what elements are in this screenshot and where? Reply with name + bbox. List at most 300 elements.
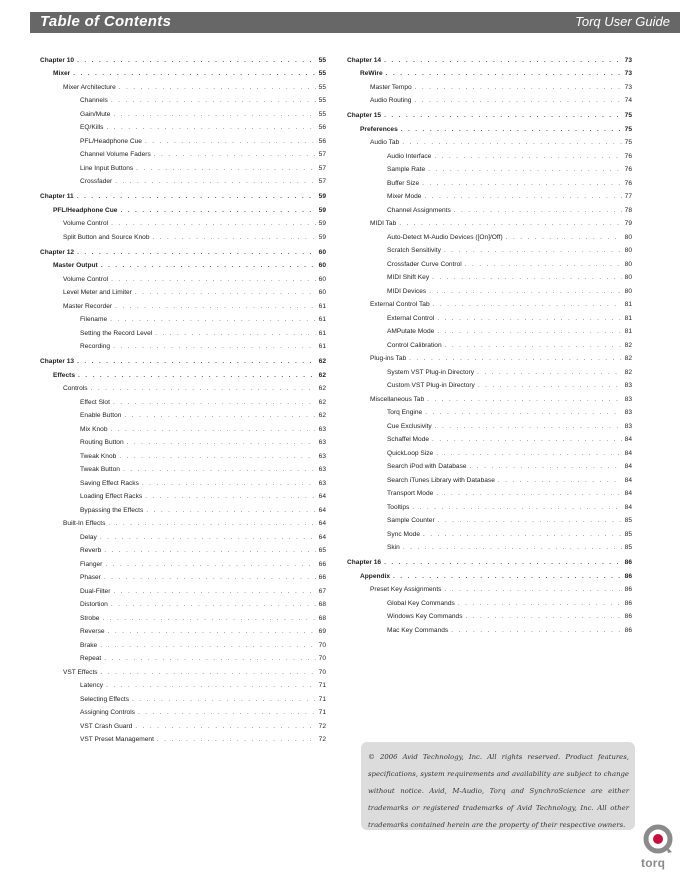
toc-entry[interactable] [347, 460, 632, 474]
toc-left-column [40, 52, 326, 747]
toc-entry-page: 84 [624, 436, 632, 443]
dot-leader [437, 325, 621, 339]
dot-leader [438, 514, 622, 528]
toc-entry-title: Distortion [80, 601, 108, 608]
dot-leader [104, 544, 315, 558]
toc-entry-title: Torq Engine [387, 409, 423, 416]
toc-entry[interactable] [347, 610, 632, 624]
toc-entry-page: 85 [624, 517, 632, 524]
toc-entry-page: 80 [624, 247, 632, 254]
logo-wordmark: torq [641, 856, 666, 870]
toc-entry[interactable] [40, 544, 326, 558]
toc-entry-title: MIDI Tab [370, 220, 397, 227]
dot-leader [401, 123, 622, 137]
toc-entry-title: Master Output [53, 262, 98, 269]
toc-entry-title: MIDI Devices [387, 287, 427, 295]
toc-entry-page: 86 [624, 599, 632, 607]
toc-entry-title: External Control Tab [370, 301, 430, 308]
toc-entry-page: 62 [318, 371, 326, 379]
toc-entry-page: 59 [318, 193, 326, 200]
toc-entry[interactable] [40, 273, 326, 287]
page-header [30, 12, 680, 33]
toc-entry-title: Latency [80, 682, 104, 689]
toc-entry-title: Sync Mode [387, 530, 420, 538]
dot-leader [428, 163, 622, 177]
toc-entry-title: Split Button and Source Knob [63, 233, 150, 241]
toc-entry[interactable] [347, 150, 632, 164]
toc-entry[interactable] [40, 204, 326, 218]
toc-entry[interactable] [347, 406, 632, 420]
toc-entry-title: Scratch Sensitivity [387, 247, 441, 254]
dot-leader [470, 460, 622, 474]
toc-right-column [347, 52, 632, 637]
toc-entry-title: Audio Interface [387, 152, 432, 160]
dot-leader [77, 190, 316, 204]
toc-entry[interactable] [40, 313, 326, 327]
dot-leader [123, 463, 316, 477]
toc-entry-page: 61 [318, 329, 326, 337]
dot-leader [429, 285, 621, 299]
toc-entry[interactable] [40, 625, 326, 639]
toc-entry-page: 63 [318, 439, 326, 446]
dot-leader [135, 286, 316, 300]
toc-entry[interactable] [40, 679, 326, 693]
copyright-note: © 2006 Avid Technology, Inc. All rights reserved. Product features, specifications, system requirements and availability are subject to change without notice. Avid, M-Audio, Torq and SynchroScience are either trademarks or registered trademarks of Avid Technology, Inc. All other trademarks contained herein are the property of their respective owners. [361, 742, 635, 830]
toc-entry[interactable] [347, 177, 632, 191]
dot-leader [445, 339, 622, 353]
toc-entry-title: Master Recorder [63, 302, 113, 310]
toc-entry-page: 71 [318, 682, 326, 689]
dot-leader [106, 679, 316, 693]
toc-entry-page: 75 [624, 125, 632, 133]
toc-entry-title: Level Meter and Limiter [63, 289, 132, 296]
dot-leader [111, 94, 316, 108]
toc-entry[interactable] [40, 450, 326, 464]
toc-entry[interactable] [40, 217, 326, 231]
toc-entry-title: Gain/Mute [80, 110, 111, 118]
toc-entry[interactable] [347, 487, 632, 501]
toc-entry-page: 83 [624, 422, 632, 430]
dot-leader [101, 666, 316, 680]
dot-leader [111, 217, 316, 231]
dot-leader [432, 433, 622, 447]
toc-entry-page: 83 [624, 382, 632, 389]
toc-entry-page: 75 [624, 139, 632, 146]
toc-entry[interactable] [40, 259, 326, 273]
toc-entry-page: 55 [318, 97, 326, 104]
toc-entry[interactable] [347, 433, 632, 447]
dot-leader [154, 148, 316, 162]
dot-leader [444, 244, 622, 258]
toc-entry[interactable] [40, 369, 326, 383]
toc-entry-title: Chapter 16 [347, 559, 382, 566]
toc-chapter-entry[interactable] [40, 355, 326, 369]
toc-entry[interactable] [40, 382, 326, 396]
toc-entry-page: 55 [318, 83, 326, 91]
toc-entry-page: 86 [624, 613, 632, 620]
dot-leader [105, 558, 315, 572]
toc-entry-title: Master Tempo [370, 83, 412, 91]
toc-entry[interactable] [347, 204, 632, 218]
toc-entry-page: 77 [624, 193, 632, 200]
toc-entry-page: 56 [318, 124, 326, 131]
toc-entry-page: 80 [624, 260, 632, 268]
toc-entry-title: External Control [387, 314, 435, 322]
toc-entry[interactable] [40, 733, 326, 747]
dot-leader [73, 67, 315, 81]
toc-entry[interactable] [347, 271, 632, 285]
toc-entry[interactable] [40, 327, 326, 341]
toc-entry-page: 71 [318, 709, 326, 716]
dot-leader [104, 571, 316, 585]
toc-entry[interactable] [347, 244, 632, 258]
dot-leader [436, 487, 621, 501]
dot-leader [478, 379, 622, 393]
toc-entry-page: 76 [624, 179, 632, 187]
toc-entry-page: 73 [624, 83, 632, 91]
toc-entry[interactable] [40, 693, 326, 707]
toc-entry[interactable] [347, 285, 632, 299]
toc-entry[interactable] [40, 162, 326, 176]
toc-entry[interactable] [40, 94, 326, 108]
toc-entry[interactable] [347, 597, 632, 611]
toc-entry[interactable] [40, 490, 326, 504]
toc-entry-title: Audio Routing [370, 97, 412, 104]
toc-entry-title: Mixer Mode [387, 193, 422, 200]
dot-leader [119, 450, 315, 464]
toc-entry[interactable] [347, 258, 632, 272]
toc-entry-title: Tooltips [387, 503, 410, 511]
toc-entry[interactable] [347, 67, 632, 81]
toc-entry-page: 86 [624, 572, 632, 580]
dot-leader [135, 720, 315, 734]
toc-entry[interactable] [347, 325, 632, 339]
toc-entry-title: Saving Effect Racks [80, 479, 139, 487]
toc-entry[interactable] [40, 286, 326, 300]
toc-entry-page: 63 [318, 479, 326, 487]
dot-leader [132, 693, 316, 707]
toc-entry-title: Line Input Buttons [80, 164, 134, 172]
toc-entry[interactable] [40, 598, 326, 612]
toc-entry[interactable] [347, 231, 632, 245]
toc-entry[interactable] [40, 639, 326, 653]
toc-entry[interactable] [40, 585, 326, 599]
dot-leader [444, 583, 621, 597]
toc-entry-page: 82 [624, 341, 632, 349]
toc-entry-page: 55 [318, 110, 326, 118]
toc-entry[interactable] [40, 300, 326, 314]
toc-entry-title: Schaffel Mode [387, 436, 430, 443]
toc-entry[interactable] [347, 136, 632, 150]
toc-entry-page: 72 [318, 736, 326, 743]
toc-entry-page: 59 [318, 206, 326, 214]
toc-chapter-entry[interactable] [40, 54, 326, 68]
dot-leader [498, 474, 622, 488]
dot-leader [113, 108, 315, 122]
toc-chapter-entry[interactable] [40, 246, 326, 260]
toc-entry-title: Effect Slot [80, 398, 110, 406]
toc-entry[interactable] [40, 175, 326, 189]
toc-entry[interactable] [40, 504, 326, 518]
toc-entry-page: 86 [624, 559, 632, 566]
toc-entry-page: 62 [318, 358, 326, 365]
toc-chapter-entry[interactable] [347, 556, 632, 570]
toc-entry[interactable] [40, 436, 326, 450]
dot-leader [138, 706, 316, 720]
toc-entry-title: Chapter 15 [347, 112, 382, 119]
toc-entry-title: Chapter 13 [40, 358, 75, 365]
dot-leader [100, 531, 316, 545]
toc-entry-title: Delay [80, 533, 97, 541]
toc-entry-title: Chapter 14 [347, 56, 382, 64]
toc-entry-page: 63 [318, 452, 326, 460]
toc-entry-page: 84 [624, 490, 632, 497]
toc-entry[interactable] [347, 528, 632, 542]
toc-entry[interactable] [347, 312, 632, 326]
toc-entry-title: Buffer Size [387, 179, 420, 187]
toc-entry-title: Mac Key Commands [387, 626, 449, 634]
dot-leader [127, 436, 316, 450]
toc-entry-title: Crossfader [80, 178, 113, 185]
toc-entry[interactable] [40, 67, 326, 81]
toc-entry-title: Mixer [53, 70, 71, 77]
toc-entry[interactable] [347, 339, 632, 353]
toc-entry-title: Transport Mode [387, 490, 434, 497]
toc-entry-page: 80 [624, 274, 632, 281]
toc-entry[interactable] [40, 409, 326, 423]
toc-entry-title: PFL/Headphone Cue [53, 206, 118, 214]
dot-leader [458, 597, 622, 611]
toc-entry[interactable] [347, 298, 632, 312]
toc-entry-page: 80 [624, 233, 632, 241]
dot-leader [412, 501, 621, 515]
toc-entry[interactable] [40, 135, 326, 149]
toc-entry[interactable] [347, 541, 632, 555]
dot-leader [153, 231, 316, 245]
dot-leader [101, 259, 316, 273]
dot-leader [119, 81, 316, 95]
toc-entry[interactable] [40, 571, 326, 585]
toc-entry-page: 70 [318, 641, 326, 649]
toc-entry-page: 64 [318, 493, 326, 500]
dot-leader [100, 639, 315, 653]
dot-leader [409, 352, 621, 366]
dot-leader [399, 217, 621, 231]
toc-entry-page: 84 [624, 463, 632, 470]
dot-leader [124, 409, 315, 423]
toc-entry-title: Sample Rate [387, 166, 426, 173]
toc-entry-title: PFL/Headphone Cue [80, 137, 142, 145]
toc-entry[interactable] [40, 531, 326, 545]
toc-entry-page: 84 [624, 503, 632, 511]
toc-entry-title: ReWire [360, 70, 383, 77]
dot-leader [113, 585, 315, 599]
toc-entry-page: 62 [318, 412, 326, 419]
dot-leader [427, 393, 622, 407]
toc-entry-title: Reverse [80, 628, 105, 635]
toc-entry-page: 59 [318, 220, 326, 227]
dot-leader [108, 517, 315, 531]
toc-entry[interactable] [347, 94, 632, 108]
toc-entry-page: 70 [318, 655, 326, 662]
toc-entry-title: Routing Button [80, 439, 124, 446]
dot-leader [142, 477, 316, 491]
toc-entry-page: 68 [318, 614, 326, 622]
toc-entry[interactable] [347, 624, 632, 638]
toc-entry[interactable] [40, 558, 326, 572]
toc-entry-title: System VST Plug-in Directory [387, 368, 475, 376]
toc-entry[interactable] [40, 423, 326, 437]
toc-entry-page: 83 [624, 395, 632, 403]
toc-entry-page: 67 [318, 587, 326, 595]
toc-entry[interactable] [347, 352, 632, 366]
toc-entry-title: Strobe [80, 614, 100, 622]
dot-leader [146, 504, 315, 518]
toc-entry-page: 60 [318, 289, 326, 296]
toc-entry-title: Volume Control [63, 275, 109, 283]
dot-leader [477, 366, 622, 380]
toc-entry[interactable] [347, 514, 632, 528]
dot-leader [111, 423, 316, 437]
toc-entry[interactable] [40, 706, 326, 720]
toc-entry[interactable] [347, 420, 632, 434]
toc-entry-title: Crossfader Curve Control [387, 260, 462, 268]
toc-entry[interactable] [347, 81, 632, 95]
toc-chapter-entry[interactable] [40, 190, 326, 204]
dot-leader [77, 246, 316, 260]
dot-leader [115, 175, 315, 189]
toc-entry-page: 66 [318, 574, 326, 581]
toc-entry-page: 76 [624, 152, 632, 160]
toc-entry-page: 86 [624, 626, 632, 634]
toc-entry[interactable] [40, 612, 326, 626]
toc-entry[interactable] [40, 148, 326, 162]
toc-entry-title: Bypassing the Effects [80, 506, 144, 514]
toc-entry[interactable] [40, 463, 326, 477]
dot-leader [466, 610, 622, 624]
toc-entry-page: 57 [318, 164, 326, 172]
toc-entry-title: Filename [80, 316, 108, 323]
dot-leader [384, 54, 622, 68]
toc-entry[interactable] [347, 583, 632, 597]
toc-entry[interactable] [347, 501, 632, 515]
toc-entry-title: Repeat [80, 655, 102, 662]
toc-chapter-entry[interactable] [347, 109, 632, 123]
toc-entry-page: 64 [318, 520, 326, 527]
toc-entry-title: Assigning Controls [80, 709, 135, 716]
toc-entry[interactable] [40, 396, 326, 410]
toc-entry-page: 74 [624, 97, 632, 104]
toc-entry-title: Channels [80, 97, 108, 104]
toc-entry-page: 84 [624, 449, 632, 457]
toc-entry[interactable] [40, 108, 326, 122]
toc-entry-page: 64 [318, 506, 326, 514]
toc-entry[interactable] [347, 366, 632, 380]
toc-entry-title: Plug-ins Tab [370, 355, 407, 362]
toc-entry-title: Chapter 12 [40, 248, 75, 256]
toc-entry-title: Volume Control [63, 220, 109, 227]
toc-entry-title: Miscellaneous Tab [370, 395, 425, 403]
dot-leader [108, 625, 316, 639]
toc-entry-page: 56 [318, 137, 326, 145]
dot-leader [384, 556, 622, 570]
dot-leader [110, 313, 316, 327]
dot-leader [145, 135, 316, 149]
toc-entry-title: Mixer Architecture [63, 83, 116, 91]
toc-entry[interactable] [347, 570, 632, 584]
toc-entry-page: 57 [318, 178, 326, 185]
toc-entry[interactable] [40, 340, 326, 354]
dot-leader [435, 420, 622, 434]
toc-entry-title: QuickLoop Size [387, 449, 434, 457]
toc-entry-page: 66 [318, 560, 326, 568]
toc-entry[interactable] [40, 121, 326, 135]
toc-entry-page: 60 [318, 262, 326, 269]
toc-entry-title: Preferences [360, 125, 398, 133]
toc-entry[interactable] [40, 81, 326, 95]
toc-entry-page: 59 [318, 233, 326, 241]
toc-entry[interactable] [347, 379, 632, 393]
toc-entry-page: 84 [624, 476, 632, 484]
toc-entry[interactable] [40, 231, 326, 245]
dot-leader [386, 67, 622, 81]
toc-entry[interactable] [347, 393, 632, 407]
dot-leader [78, 369, 316, 383]
toc-entry-page: 71 [318, 695, 326, 703]
dot-leader [424, 190, 621, 204]
dot-leader [451, 624, 621, 638]
toc-entry-title: Control Calibration [387, 341, 442, 349]
toc-entry[interactable] [347, 123, 632, 137]
toc-entry[interactable] [347, 163, 632, 177]
toc-entry[interactable] [347, 190, 632, 204]
toc-entry-page: 81 [624, 314, 632, 322]
toc-entry-page: 80 [624, 287, 632, 295]
dot-leader [111, 598, 316, 612]
toc-entry-page: 57 [318, 151, 326, 158]
toc-entry[interactable] [40, 666, 326, 680]
dot-leader [77, 54, 316, 68]
dot-leader [155, 327, 315, 341]
dot-leader [384, 109, 622, 123]
toc-entry-title: Search iPod with Database [387, 463, 467, 470]
toc-entry[interactable] [40, 517, 326, 531]
toc-entry-title: Dual-Filter [80, 587, 111, 595]
toc-entry[interactable] [40, 720, 326, 734]
toc-chapter-entry[interactable] [347, 54, 632, 68]
toc-entry[interactable] [347, 217, 632, 231]
dot-leader [104, 652, 315, 666]
dot-leader [111, 273, 316, 287]
toc-entry[interactable] [347, 474, 632, 488]
toc-entry-title: Brake [80, 641, 98, 649]
dot-leader [77, 355, 316, 369]
toc-entry-page: 73 [624, 56, 632, 64]
toc-entry-page: 81 [624, 301, 632, 308]
toc-entry-title: Preset Key Assignments [370, 586, 442, 593]
toc-entry-title: MIDI Shift Key [387, 274, 430, 281]
toc-entry-page: 64 [318, 533, 326, 541]
toc-entry-page: 85 [624, 530, 632, 538]
toc-entry-page: 83 [624, 409, 632, 416]
toc-entry[interactable] [40, 652, 326, 666]
toc-entry-title: Channel Volume Faders [80, 151, 151, 158]
toc-entry[interactable] [40, 477, 326, 491]
toc-entry-title: Tweak Button [80, 466, 120, 473]
dot-leader [414, 94, 621, 108]
toc-entry[interactable] [347, 447, 632, 461]
toc-entry-title: Skin [387, 544, 400, 551]
